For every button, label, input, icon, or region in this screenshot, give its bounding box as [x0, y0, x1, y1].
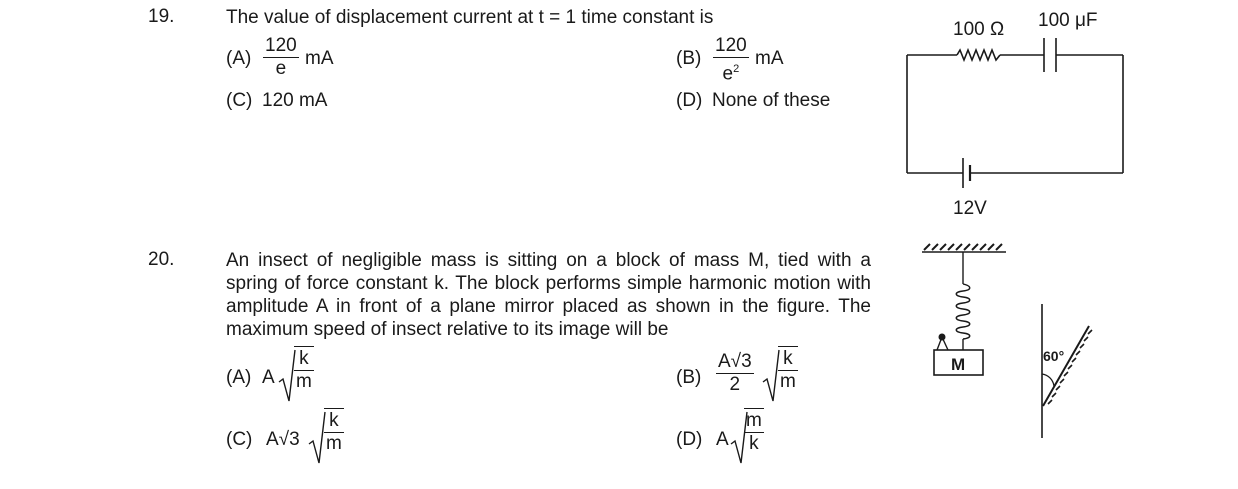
- q19-number: 19.: [148, 6, 175, 27]
- q20-option-d-numerator: m: [746, 410, 762, 431]
- capacitor-label: 100 μF: [1038, 10, 1098, 31]
- q19-option-c-text: 120 mA: [262, 90, 328, 111]
- ceiling-hatching: [924, 244, 1002, 250]
- mirror-angle-label: 60°: [1043, 348, 1065, 364]
- q20-option-a-denominator: m: [296, 371, 312, 392]
- spring-coil: [956, 284, 970, 339]
- q19-option-d-text: None of these: [712, 90, 831, 111]
- q19-option-a-fraction: [263, 35, 299, 80]
- q20-option-a-label: (A): [226, 367, 252, 388]
- rc-circuit-diagram: [890, 0, 1150, 230]
- q20-option-a-numerator: k: [299, 348, 309, 369]
- resistor-symbol: [957, 50, 1000, 60]
- q19-option-b-fraction: [713, 35, 749, 85]
- q19-option-b-den-base: e: [722, 63, 734, 85]
- q20-option-d-fraction: [744, 408, 764, 455]
- q20-option-b-fraction: [716, 351, 754, 396]
- spring-mirror-diagram: [910, 236, 1110, 446]
- resistor-label: 100 Ω: [953, 19, 1005, 40]
- q20-option-c-denominator: m: [326, 433, 342, 454]
- q19-option-d-label: (D): [676, 90, 703, 111]
- q19-option-a-denominator: e: [263, 57, 299, 80]
- insect-legs: [937, 337, 948, 350]
- mirror-hatching: [1048, 330, 1092, 404]
- q19-option-b-numerator: 120: [715, 35, 747, 56]
- q19-option-b-den-exponent: 2: [733, 63, 740, 75]
- q20-option-d-coefficient: A: [716, 429, 729, 450]
- q20-option-c-label: (C): [226, 429, 253, 450]
- q20-stem: An insect of negligible mass is sitting on a block of mass M, tied with a spring of force constant k. The block performs simple harmonic motion with amplitude A in front of a plane mirror placed as shown in the figure. The maximum speed of insect relative to its image will be: [226, 250, 871, 340]
- q20-option-b-label: (B): [676, 367, 702, 388]
- q20-option-b-radical-fraction: [778, 346, 798, 393]
- q20-option-a-coefficient: A: [262, 367, 275, 388]
- q19-option-b-denominator: [713, 57, 749, 85]
- angle-arc: [1042, 374, 1054, 386]
- q20-option-b-radical-numerator: k: [783, 348, 793, 369]
- q20-option-c-numerator: k: [329, 410, 339, 431]
- q20-option-b-radical-denominator: m: [780, 371, 796, 392]
- mirror-surface: [1043, 326, 1089, 406]
- q19-option-b-label: (B): [676, 48, 702, 69]
- q19-option-c-label: (C): [226, 90, 253, 111]
- q20-option-c-fraction: [324, 408, 344, 455]
- q19-option-a-label: (A): [226, 48, 252, 69]
- q20-option-c-coefficient: A√3: [266, 429, 300, 450]
- q20-option-b-numerator: A√3: [718, 351, 752, 372]
- q20-number: 20.: [148, 249, 175, 270]
- q20-option-d-label: (D): [676, 429, 703, 450]
- q20-option-b-denominator: 2: [716, 373, 754, 396]
- q19-stem: The value of displacement current at t = 1 time constant is: [226, 7, 714, 28]
- q20-option-a-fraction: [294, 346, 314, 393]
- q19-option-a-numerator: 120: [265, 35, 297, 56]
- q19-option-b-unit: mA: [755, 48, 784, 69]
- q20-option-d-denominator: k: [744, 432, 764, 455]
- q19-option-a-unit: mA: [305, 48, 334, 69]
- capacitor-symbol: [1044, 38, 1056, 72]
- block-label: M: [951, 355, 966, 374]
- battery-label: 12V: [953, 198, 987, 219]
